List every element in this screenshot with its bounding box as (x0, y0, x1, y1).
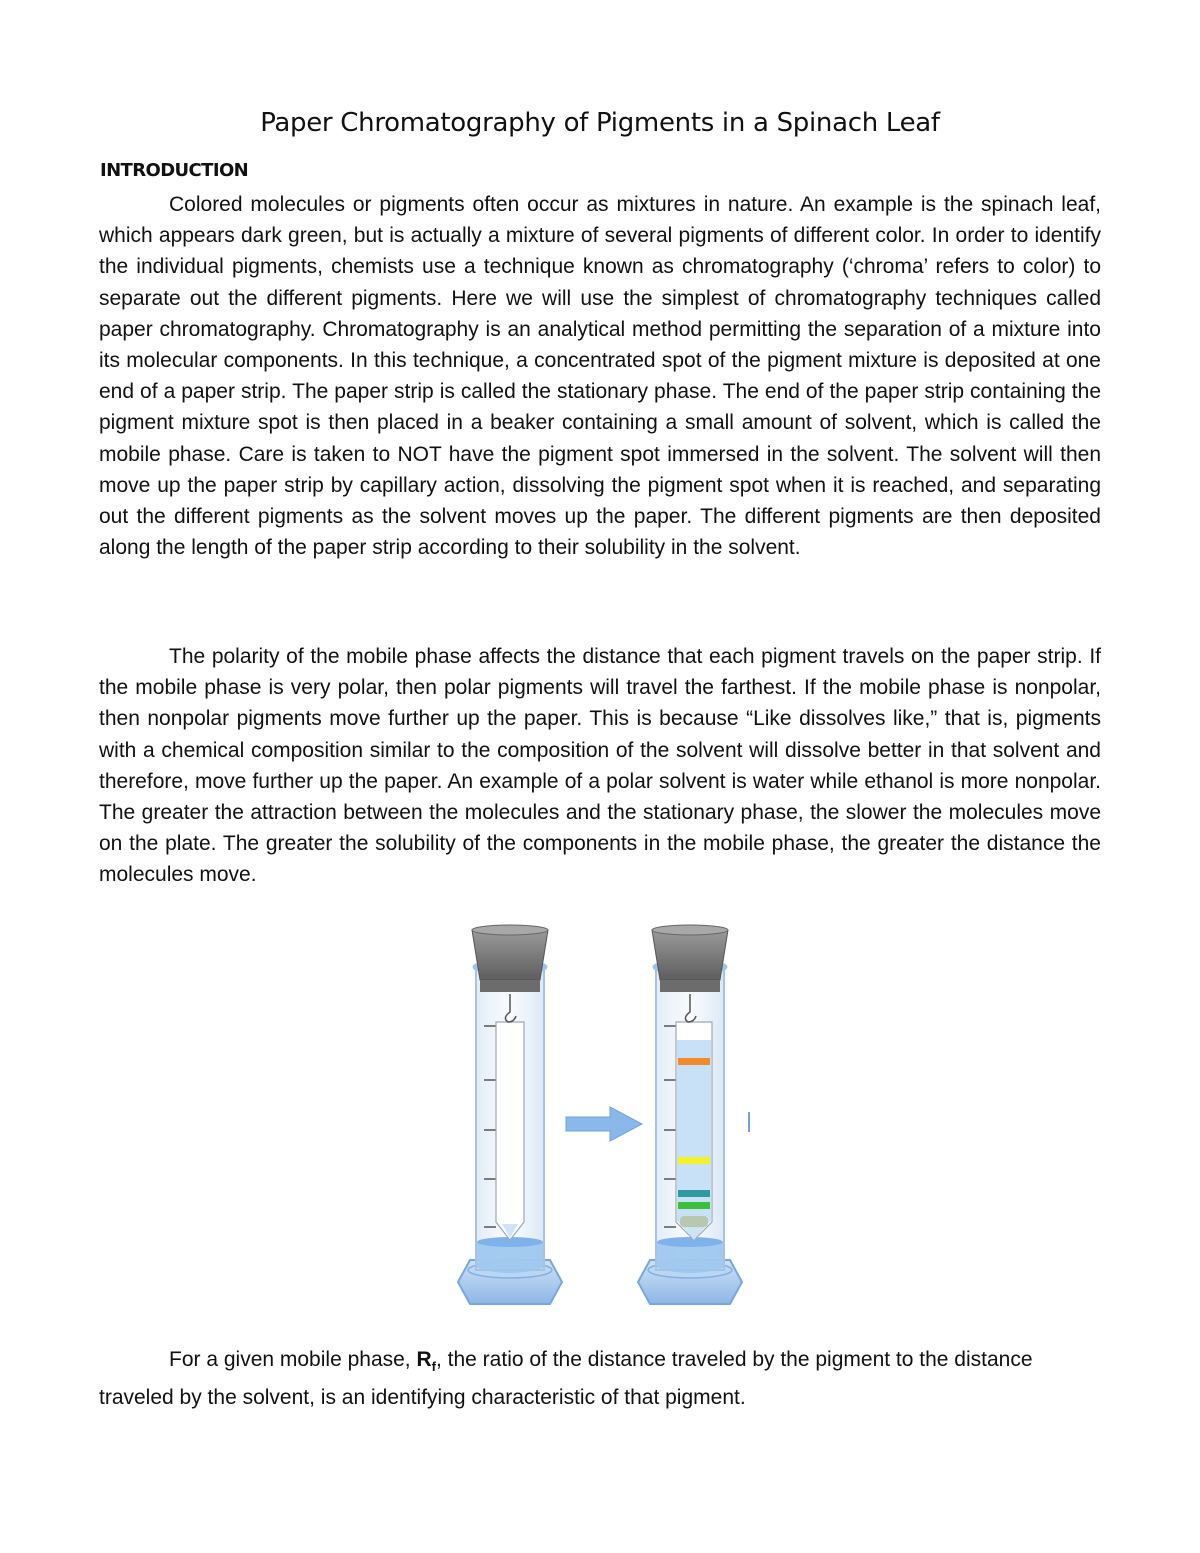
pigment-band-green (678, 1202, 710, 1209)
stopper (652, 930, 728, 980)
chromatography-cylinders-illustration (440, 922, 760, 1317)
pigment-band-yellow (678, 1157, 710, 1164)
rf-paragraph (99, 1344, 1101, 1414)
pigment-band-teal (678, 1190, 710, 1197)
cylinder-before (458, 925, 562, 1304)
rf-text-before: For a given mobile phase, (169, 1348, 417, 1371)
pigment-spot (680, 1216, 708, 1227)
intro-paragraph-1 (99, 189, 1101, 563)
rf-symbol-letter: R (416, 1348, 432, 1371)
stopper (472, 930, 548, 980)
rf-text-after: , the ratio of the distance traveled by the pigment to the distance traveled by the solvent, is an identifying characteristic of that pigment. (99, 1348, 1033, 1410)
rf-symbol (416, 1348, 436, 1375)
rf-subscript: f (431, 1359, 436, 1375)
paper-strip (496, 1022, 524, 1240)
page-title: Paper Chromatography of Pigments in a Spinach Leaf (260, 108, 940, 138)
paragraph-1-text: Colored molecules or pigments often occur as mixtures in nature. An example is the spinach leaf, which appears dark green, but is actually a mixture of several pigments of different color. In order to identify the individual pigments, chemists use a technique known as chromatography (‘chroma’ refers to color) to separate out the different pigments. Here we will use the simplest of chromatography techniques called paper chromatography. Chromatography is an analytical method permitting the separation of a mixture into its molecular components. In this technique, a concentrated spot of the pigment mixture is deposited at one end of a paper strip. The paper strip is called the stationary phase. The end of the paper strip containing the pigment mixture spot is then placed in a beaker containing a small amount of solvent, which is called the mobile phase. Care is taken to NOT have the pigment spot immersed in the solvent. The solvent will then move up the paper strip by capillary action, dissolving the pigment spot when it is reached, and separating out the different pigments as the solvent moves up the paper. The different pigments are then deposited along the length of the paper strip according to their solubility in the solvent. (99, 193, 1101, 560)
section-heading: INTRODUCTION (100, 160, 249, 181)
paragraph-2-text: The polarity of the mobile phase affects the distance that each pigment travels on the paper strip. If the mobile phase is very polar, then polar pigments will travel the farthest. If the mobile phase is nonpolar, then nonpolar pigments move further up the paper. This is because “Like dissolves like,” that is, pigments with a chemical composition similar to the composition of the solvent will dissolve better in that solvent and therefore, move further up the paper. An example of a polar solvent is water while ethanol is more nonpolar. The greater the attraction between the molecules and the stationary phase, the slower the molecules move on the plate. The greater the solubility of the components in the mobile phase, the greater the distance the molecules move. (99, 645, 1101, 887)
arrow-icon (566, 1107, 642, 1141)
intro-paragraph-2 (99, 641, 1101, 891)
pigment-band-orange (678, 1058, 710, 1065)
cylinder-after (638, 925, 749, 1304)
chromatography-figure (440, 922, 760, 1317)
